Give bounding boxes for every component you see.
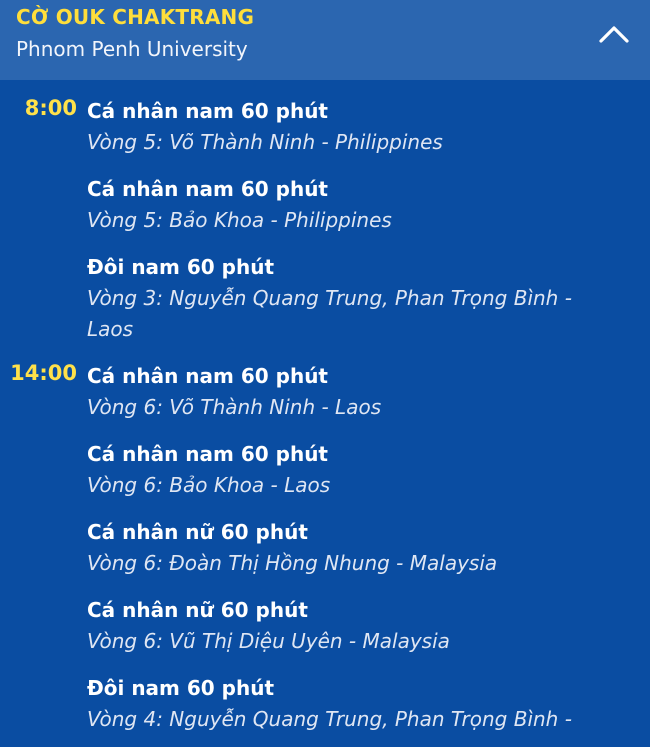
schedule-list xyxy=(0,80,650,747)
event-title: Cá nhân nam 60 phút xyxy=(87,442,328,466)
event-title: Cá nhân nam 60 phút xyxy=(87,177,328,201)
sport-title: CỜ OUK CHAKTRANG xyxy=(16,5,255,29)
event-detail: Vòng 6: Võ Thành Ninh - Laos xyxy=(87,395,382,419)
event-detail: Vòng 5: Võ Thành Ninh - Philippines xyxy=(87,130,443,154)
event-item[interactable] xyxy=(87,439,607,501)
venue-label: Phnom Penh University xyxy=(16,37,248,61)
event-detail: Vòng 4: Nguyễn Quang Trung, Phan Trọng Bình - xyxy=(87,707,572,731)
event-item[interactable] xyxy=(87,361,607,423)
chevron-up-icon xyxy=(598,24,630,44)
time-slot xyxy=(0,361,650,735)
event-detail: Vòng 6: Vũ Thị Diệu Uyên - Malaysia xyxy=(87,629,450,653)
event-detail: Vòng 6: Bảo Khoa - Laos xyxy=(87,473,331,497)
time-label: 8:00 xyxy=(24,96,77,120)
event-title: Cá nhân nữ 60 phút xyxy=(87,598,308,622)
event-title: Cá nhân nam 60 phút xyxy=(87,364,328,388)
event-item[interactable] xyxy=(87,252,607,345)
event-item[interactable] xyxy=(87,517,607,579)
event-item[interactable] xyxy=(87,174,607,236)
time-label: 14:00 xyxy=(10,361,77,385)
collapse-button[interactable] xyxy=(596,20,632,48)
event-title: Cá nhân nam 60 phút xyxy=(87,99,328,123)
event-title: Đôi nam 60 phút xyxy=(87,676,275,700)
time-slot xyxy=(0,96,650,345)
event-item[interactable] xyxy=(87,673,607,735)
event-detail: Vòng 5: Bảo Khoa - Philippines xyxy=(87,208,392,232)
event-detail: Vòng 6: Đoàn Thị Hồng Nhung - Malaysia xyxy=(87,551,498,575)
event-detail: Vòng 3: Nguyễn Quang Trung, Phan Trọng Bình - Laos xyxy=(87,286,572,341)
event-title: Đôi nam 60 phút xyxy=(87,255,275,279)
section-header[interactable] xyxy=(0,0,650,80)
event-title: Cá nhân nữ 60 phút xyxy=(87,520,308,544)
event-item[interactable] xyxy=(87,96,607,158)
event-item[interactable] xyxy=(87,595,607,657)
